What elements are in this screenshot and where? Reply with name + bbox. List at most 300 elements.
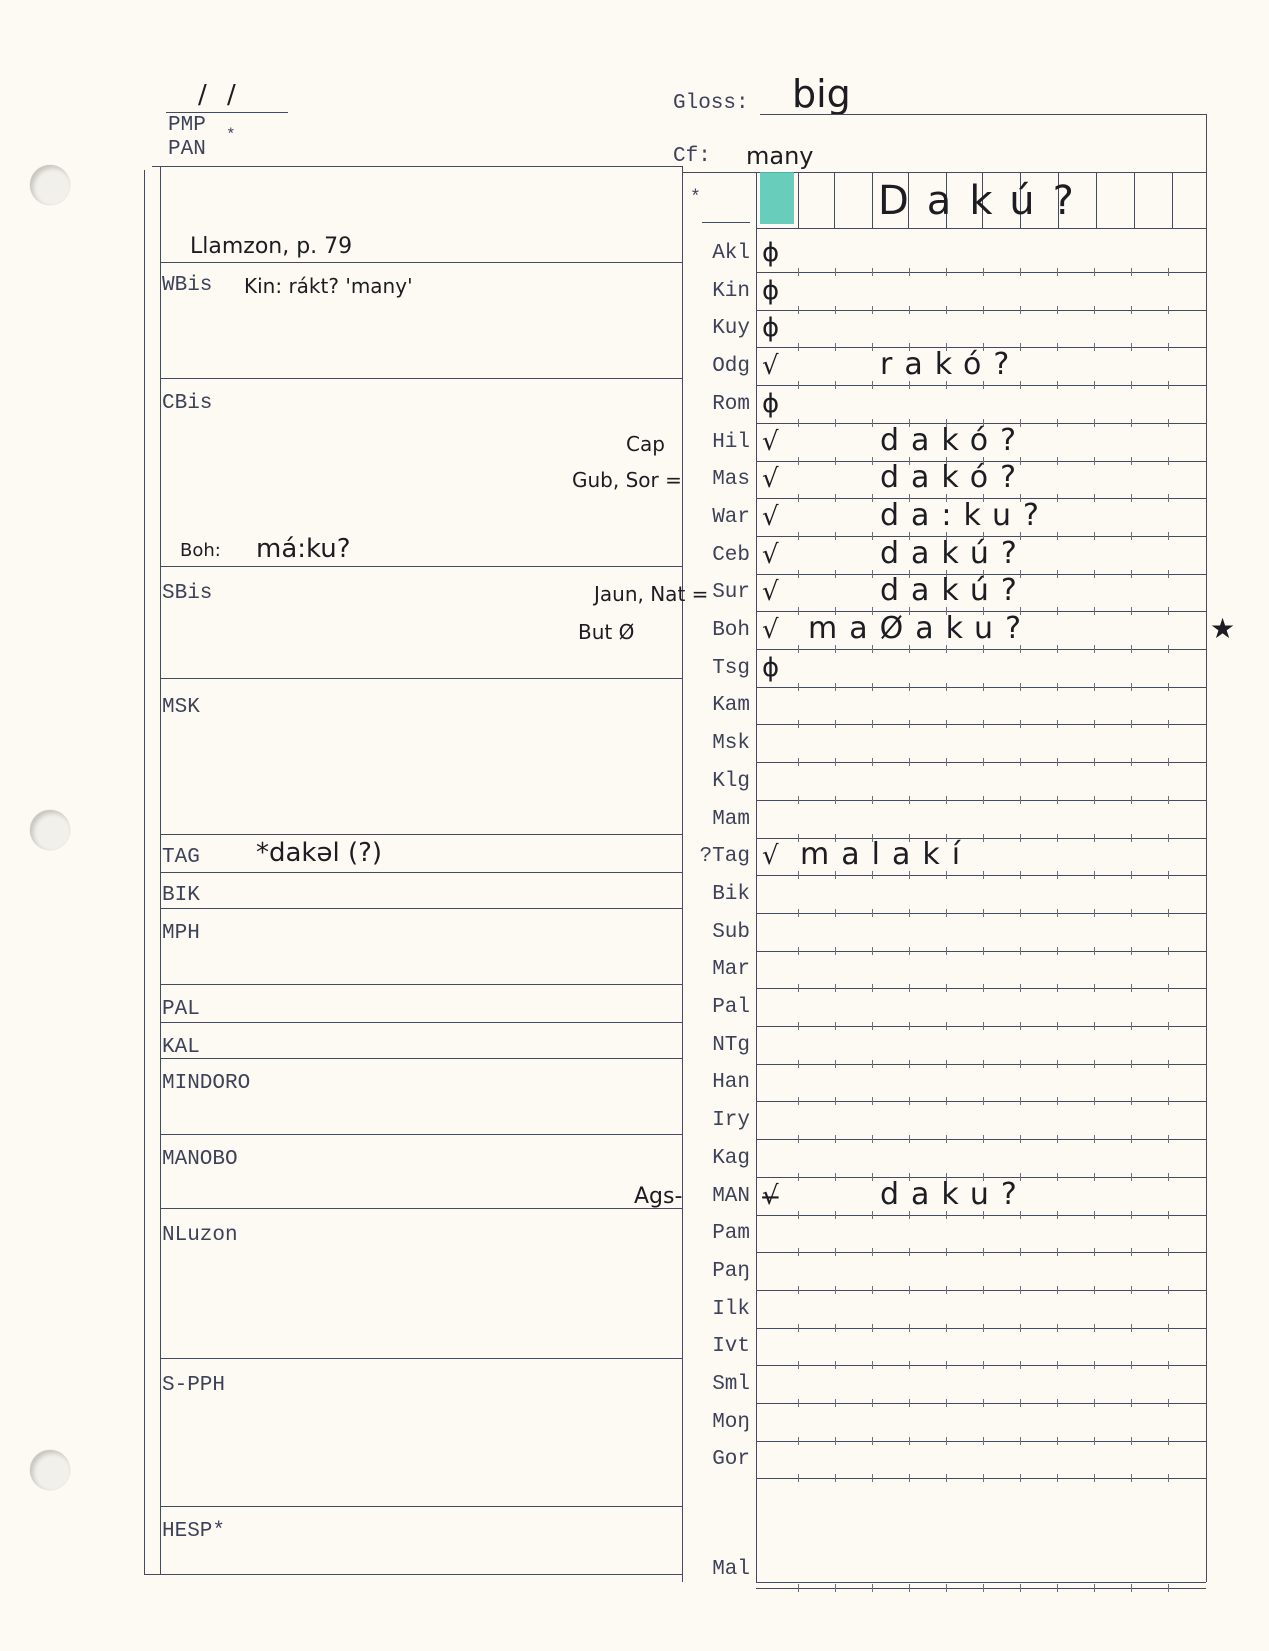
row-tick <box>983 306 984 314</box>
language-abbr: Gor <box>712 1448 750 1472</box>
row-tick <box>946 645 947 653</box>
language-abbr: Klg <box>712 769 750 793</box>
row-tick <box>798 871 799 879</box>
row-rule <box>756 1441 1206 1442</box>
row-tick <box>835 1248 836 1256</box>
row-tick <box>1131 268 1132 276</box>
row-tick <box>872 1437 873 1445</box>
row-tick <box>872 1286 873 1294</box>
cognate-mark: √ <box>762 426 779 457</box>
cognate-mark: √ <box>762 577 779 608</box>
language-abbr: ?Tag <box>699 845 750 869</box>
row-tick <box>1094 1211 1095 1219</box>
row-rule <box>756 951 1206 952</box>
row-tick <box>983 871 984 879</box>
pan-label: PAN <box>168 138 206 161</box>
row-tick <box>1020 871 1021 879</box>
row-rule <box>756 875 1206 876</box>
row-tick <box>798 1022 799 1030</box>
row-tick <box>1131 834 1132 842</box>
row-tick <box>1057 1324 1058 1332</box>
row-tick <box>909 720 910 728</box>
row-rule <box>756 310 1206 311</box>
row-tick <box>1020 834 1021 842</box>
group-label-pal: PAL <box>162 998 200 1021</box>
language-abbr: Sur <box>712 581 750 605</box>
row-tick <box>1057 645 1058 653</box>
row-tick <box>1168 1584 1169 1592</box>
row-tick <box>1094 834 1095 842</box>
row-tick <box>946 1584 947 1592</box>
row-tick <box>1131 683 1132 691</box>
language-abbr: Kin <box>712 279 750 303</box>
group-divider-line <box>160 566 682 567</box>
row-tick <box>1020 1286 1021 1294</box>
reflex-form: dakó? <box>880 460 1029 496</box>
row-tick <box>983 720 984 728</box>
row-tick <box>983 1399 984 1407</box>
row-tick <box>1094 607 1095 615</box>
group-divider-line <box>160 1058 682 1059</box>
language-abbr: NTg <box>712 1033 750 1057</box>
row-tick <box>946 1324 947 1332</box>
row-tick <box>835 720 836 728</box>
row-tick <box>872 683 873 691</box>
cognate-mark: √̶ <box>762 1180 779 1211</box>
row-tick <box>1057 1399 1058 1407</box>
group-label-bik: BIK <box>162 884 200 907</box>
row-tick <box>1057 1286 1058 1294</box>
language-abbr: Sub <box>712 920 750 944</box>
row-tick <box>1131 1361 1132 1369</box>
language-abbr: Iry <box>712 1109 750 1133</box>
row-tick <box>1168 532 1169 540</box>
row-tick <box>1057 306 1058 314</box>
row-tick <box>1168 758 1169 766</box>
row-tick <box>983 381 984 389</box>
row-tick <box>1057 834 1058 842</box>
row-tick <box>983 1060 984 1068</box>
row-tick <box>1020 1022 1021 1030</box>
row-tick <box>1057 607 1058 615</box>
row-tick <box>1131 494 1132 502</box>
row-tick <box>1131 532 1132 540</box>
row-tick <box>1057 796 1058 804</box>
row-tick <box>872 1474 873 1482</box>
row-tick <box>909 1324 910 1332</box>
row-rule <box>756 1101 1206 1102</box>
row-tick <box>835 1584 836 1592</box>
proto-box-divider <box>834 172 835 228</box>
row-tick <box>909 306 910 314</box>
gloss-underline <box>760 114 1206 115</box>
row-rule <box>756 687 1206 688</box>
row-tick <box>1094 1474 1095 1482</box>
row-tick <box>946 1060 947 1068</box>
language-abbr: Boh <box>712 619 750 642</box>
reflex-form: dakú? <box>880 535 1029 571</box>
group-divider-line <box>160 1022 682 1023</box>
reflex-form: da:ku? <box>880 497 1051 533</box>
language-abbr: Kag <box>712 1146 750 1170</box>
cognate-mark: ϕ <box>762 652 780 683</box>
row-tick <box>872 1022 873 1030</box>
row-tick <box>1094 871 1095 879</box>
group-divider-line <box>160 872 682 873</box>
row-tick <box>798 834 799 842</box>
row-tick <box>835 1474 836 1482</box>
row-tick <box>1168 457 1169 465</box>
row-tick <box>1131 720 1132 728</box>
row-tick <box>798 532 799 540</box>
gloss-value: big <box>792 72 851 116</box>
row-tick <box>835 1437 836 1445</box>
row-tick <box>1020 1399 1021 1407</box>
row-tick <box>872 306 873 314</box>
row-tick <box>798 758 799 766</box>
group-divider-line <box>160 1134 682 1135</box>
row-tick <box>1020 1097 1021 1105</box>
row-tick <box>909 1437 910 1445</box>
row-tick <box>1131 1584 1132 1592</box>
cognate-mark: √ <box>762 539 779 570</box>
row-tick <box>909 1211 910 1219</box>
row-tick <box>835 570 836 578</box>
cap-note: Cap <box>626 432 665 456</box>
row-rule <box>756 1290 1206 1291</box>
proto-box-divider <box>798 172 799 228</box>
row-tick <box>1094 909 1095 917</box>
group-label-mindoro: MINDORO <box>162 1072 251 1095</box>
row-tick <box>798 607 799 615</box>
row-tick <box>983 1437 984 1445</box>
row-tick <box>798 1437 799 1445</box>
row-rule <box>756 988 1206 989</box>
row-tick <box>1094 343 1095 351</box>
row-tick <box>1131 1097 1132 1105</box>
row-tick <box>983 947 984 955</box>
row-tick <box>1168 1361 1169 1369</box>
row-tick <box>1168 419 1169 427</box>
row-tick <box>1020 720 1021 728</box>
row-tick <box>983 1022 984 1030</box>
row-tick <box>1057 1584 1058 1592</box>
row-tick <box>872 494 873 502</box>
cognate-mark: ϕ <box>762 388 780 419</box>
row-tick <box>1094 457 1095 465</box>
row-tick <box>872 758 873 766</box>
language-abbr: Bik <box>712 882 750 906</box>
row-tick <box>798 570 799 578</box>
group-label-tag: TAG <box>162 846 200 869</box>
row-tick <box>872 1060 873 1068</box>
row-rule <box>756 1365 1206 1366</box>
row-tick <box>1131 457 1132 465</box>
language-abbr: Mam <box>712 807 750 831</box>
cognate-mark: ϕ <box>762 275 780 306</box>
row-tick <box>946 1135 947 1143</box>
language-abbr: Han <box>712 1071 750 1095</box>
row-tick <box>946 1474 947 1482</box>
row-tick <box>835 1097 836 1105</box>
row-tick <box>909 1584 910 1592</box>
language-abbr: Moŋ <box>712 1410 750 1434</box>
row-tick <box>798 1584 799 1592</box>
row-tick <box>909 909 910 917</box>
row-tick <box>1057 1097 1058 1105</box>
row-tick <box>835 683 836 691</box>
row-tick <box>1131 419 1132 427</box>
row-tick <box>872 720 873 728</box>
row-rule <box>756 272 1206 273</box>
row-tick <box>872 645 873 653</box>
row-tick <box>1020 1474 1021 1482</box>
row-tick <box>909 1135 910 1143</box>
frame-middle <box>682 166 683 1582</box>
tag-note: *dakəl (?) <box>256 838 383 868</box>
row-tick <box>1057 1248 1058 1256</box>
row-rule <box>756 762 1206 763</box>
row-tick <box>1020 947 1021 955</box>
row-tick <box>798 1361 799 1369</box>
row-rule <box>756 1215 1206 1216</box>
row-tick <box>1057 947 1058 955</box>
row-tick <box>835 1173 836 1181</box>
row-tick <box>983 796 984 804</box>
language-abbr: Kuy <box>712 317 750 341</box>
reflex-form: rakó? <box>880 347 1022 383</box>
row-tick <box>1168 1060 1169 1068</box>
language-abbr: Tsg <box>712 656 750 680</box>
row-tick <box>1094 1173 1095 1181</box>
row-tick <box>1168 1248 1169 1256</box>
row-tick <box>1094 1399 1095 1407</box>
row-tick <box>1131 343 1132 351</box>
row-tick <box>983 683 984 691</box>
row-tick <box>1168 1173 1169 1181</box>
row-tick <box>1094 419 1095 427</box>
language-abbr: Ilk <box>712 1297 750 1321</box>
row-tick <box>1020 1584 1021 1592</box>
row-tick <box>798 1097 799 1105</box>
group-label-msk: MSK <box>162 696 200 719</box>
row-tick <box>835 1399 836 1407</box>
row-tick <box>798 494 799 502</box>
row-tick <box>1131 1437 1132 1445</box>
row-tick <box>798 1286 799 1294</box>
row-tick <box>798 419 799 427</box>
row-tick <box>1131 381 1132 389</box>
row-tick <box>1020 381 1021 389</box>
row-tick <box>946 1211 947 1219</box>
row-tick <box>909 268 910 276</box>
language-abbr: MAN <box>712 1184 750 1208</box>
row-tick <box>1094 1097 1095 1105</box>
row-tick <box>1168 343 1169 351</box>
row-tick <box>1131 909 1132 917</box>
row-tick <box>872 1399 873 1407</box>
row-tick <box>1168 1135 1169 1143</box>
row-tick <box>1057 1361 1058 1369</box>
row-tick <box>946 758 947 766</box>
highlight-marker <box>760 172 794 224</box>
row-tick <box>1094 1286 1095 1294</box>
row-tick <box>798 343 799 351</box>
row-tick <box>872 796 873 804</box>
row-tick <box>1131 607 1132 615</box>
row-tick <box>983 909 984 917</box>
group-divider-line <box>160 262 682 263</box>
row-tick <box>946 268 947 276</box>
row-tick <box>1168 1399 1169 1407</box>
header-slash-underline <box>166 112 288 113</box>
row-tick <box>909 1474 910 1482</box>
row-tick <box>1131 1399 1132 1407</box>
row-tick <box>1094 1248 1095 1256</box>
row-tick <box>1057 909 1058 917</box>
row-tick <box>798 268 799 276</box>
row-tick <box>798 457 799 465</box>
row-tick <box>946 947 947 955</box>
row-tick <box>946 871 947 879</box>
gub-sor-note: Gub, Sor = <box>572 468 682 492</box>
row-tick <box>835 871 836 879</box>
row-tick <box>983 1286 984 1294</box>
cf-value: many <box>746 142 814 170</box>
group-divider-line <box>160 1358 682 1359</box>
row-tick <box>1131 645 1132 653</box>
group-divider-line <box>160 1506 682 1507</box>
row-tick <box>1168 1211 1169 1219</box>
row-tick <box>1131 1060 1132 1068</box>
row-tick <box>798 947 799 955</box>
row-tick <box>798 720 799 728</box>
frame-right <box>1206 172 1207 1582</box>
row-tick <box>798 1060 799 1068</box>
row-tick <box>1094 570 1095 578</box>
row-tick <box>909 645 910 653</box>
row-tick <box>1057 758 1058 766</box>
row-tick <box>1057 1022 1058 1030</box>
row-tick <box>983 1135 984 1143</box>
row-tick <box>1168 381 1169 389</box>
row-tick <box>983 758 984 766</box>
row-tick <box>798 1173 799 1181</box>
row-tick <box>872 1361 873 1369</box>
row-tick <box>798 381 799 389</box>
row-rule <box>756 1478 1206 1479</box>
group-label-sbis: SBis <box>162 582 213 605</box>
row-tick <box>1057 984 1058 992</box>
row-tick <box>983 1361 984 1369</box>
row-tick <box>1168 947 1169 955</box>
row-rule <box>756 724 1206 725</box>
row-tick <box>1057 1173 1058 1181</box>
row-tick <box>909 796 910 804</box>
row-tick <box>946 796 947 804</box>
row-tick <box>1131 796 1132 804</box>
reflex-form: malakí <box>800 837 973 873</box>
row-tick <box>1020 268 1021 276</box>
row-tick <box>1057 1135 1058 1143</box>
proto-form: Dakú? <box>878 178 1092 224</box>
right-border-top <box>1206 114 1207 172</box>
row-tick <box>1168 984 1169 992</box>
row-tick <box>835 532 836 540</box>
row-tick <box>1057 683 1058 691</box>
row-tick <box>1057 343 1058 351</box>
row-rule <box>756 1252 1206 1253</box>
row-tick <box>835 419 836 427</box>
row-tick <box>909 1361 910 1369</box>
row-tick <box>835 1361 836 1369</box>
row-tick <box>1020 1060 1021 1068</box>
row-tick <box>835 758 836 766</box>
row-tick <box>798 1324 799 1332</box>
row-tick <box>1131 758 1132 766</box>
group-divider-line <box>160 378 682 379</box>
row-tick <box>946 909 947 917</box>
row-tick <box>1020 1324 1021 1332</box>
row-tick <box>1057 1474 1058 1482</box>
frame-abbr-divider <box>756 172 757 1582</box>
row-tick <box>1131 1248 1132 1256</box>
row-tick <box>1094 1437 1095 1445</box>
header-asterisk: * <box>226 126 236 144</box>
row-tick <box>835 457 836 465</box>
row-tick <box>1131 1474 1132 1482</box>
row-tick <box>1094 645 1095 653</box>
row-tick <box>1094 720 1095 728</box>
row-tick <box>872 1324 873 1332</box>
cognate-mark: √ <box>762 464 779 495</box>
row-tick <box>1094 796 1095 804</box>
reflex-form: maØaku? <box>808 611 1033 646</box>
cognate-mark: √ <box>762 501 779 532</box>
row-tick <box>1168 1324 1169 1332</box>
row-tick <box>983 1211 984 1219</box>
group-label-manobo: MANOBO <box>162 1148 238 1171</box>
row-tick <box>1057 381 1058 389</box>
cognate-mark: ϕ <box>762 238 780 268</box>
row-tick <box>1094 268 1095 276</box>
language-abbr: Kam <box>712 694 750 718</box>
row-tick <box>1094 984 1095 992</box>
row-tick <box>909 871 910 879</box>
row-tick <box>872 268 873 276</box>
row-tick <box>1020 984 1021 992</box>
row-tick <box>946 1399 947 1407</box>
row-tick <box>1020 758 1021 766</box>
boh-label-note: Boh: <box>180 540 221 561</box>
row-tick <box>798 796 799 804</box>
row-tick <box>835 984 836 992</box>
row-tick <box>872 1211 873 1219</box>
row-tick <box>1131 1324 1132 1332</box>
row-tick <box>835 343 836 351</box>
group-divider-line <box>160 834 682 835</box>
row-tick <box>909 1060 910 1068</box>
row-tick <box>835 796 836 804</box>
row-tick <box>1168 909 1169 917</box>
language-abbr: Ceb <box>712 543 750 567</box>
row-tick <box>1057 1437 1058 1445</box>
row-tick <box>835 494 836 502</box>
binder-hole-middle <box>30 810 70 850</box>
row-tick <box>1094 683 1095 691</box>
row-rule <box>756 649 1206 650</box>
language-abbr: Mar <box>712 958 750 982</box>
